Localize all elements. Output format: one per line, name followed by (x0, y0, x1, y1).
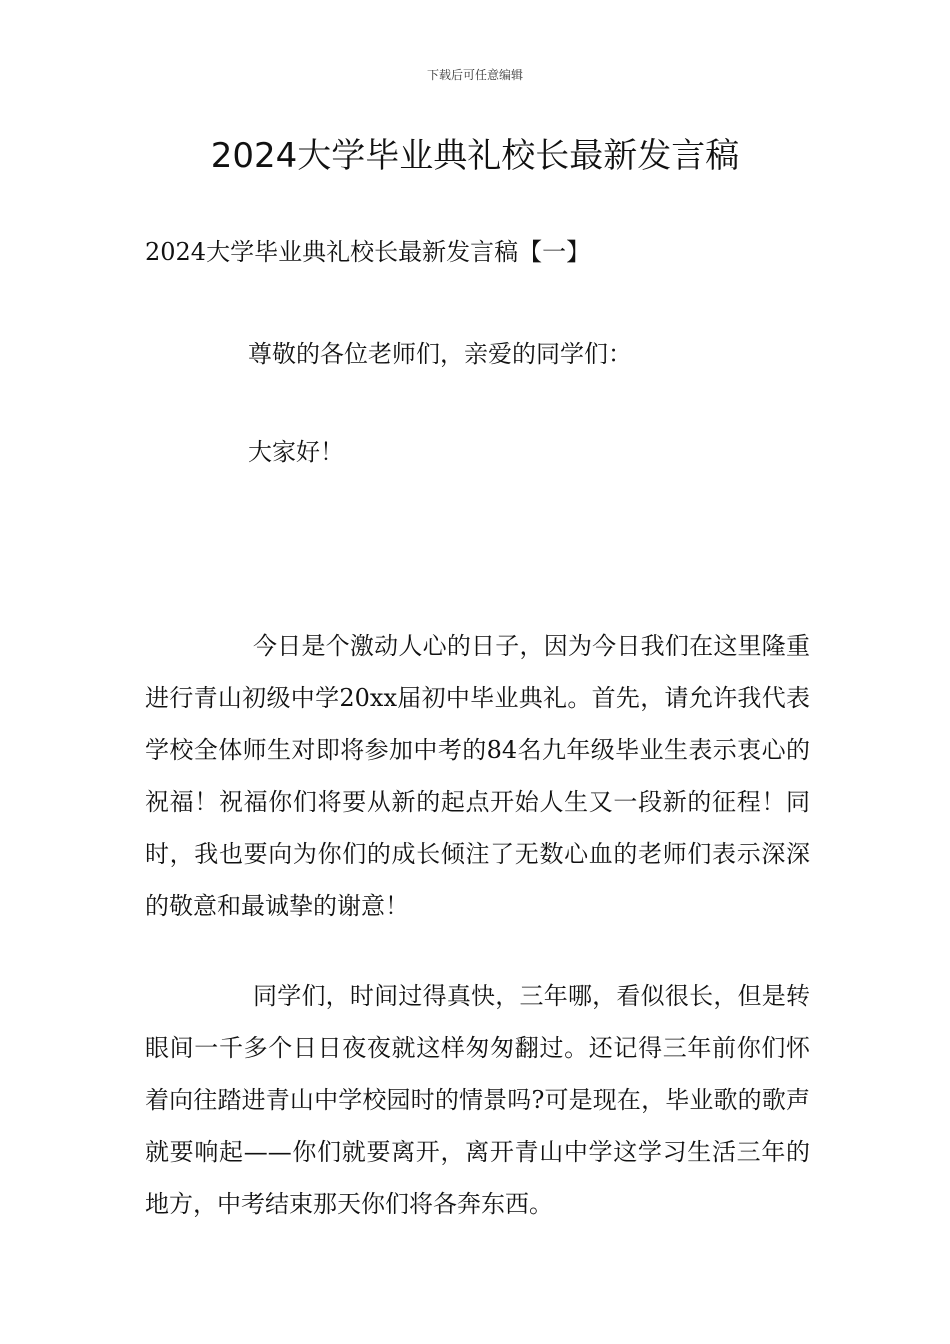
greeting: 大家好！ (248, 438, 344, 466)
body-paragraph: 同学们，时间过得真快，三年哪，看似很长，但是转眼间一千多个日日夜夜就这样匆匆翻过。还记得三年前你们怀着向往踏进青山中学校园时的情景吗?可是现在，毕业歌的歌声就要响起——你们就要离开，离开青山中学这学习生活三年的地方，中考结束那天你们将各奔东西。 (145, 982, 810, 1218)
salutation: 尊敬的各位老师们，亲爱的同学们： (248, 340, 632, 368)
header-note: 下载后可任意编辑 (426, 68, 523, 82)
document-title: 2024大学毕业典礼校长最新发言稿 (210, 136, 740, 176)
body-paragraph: 今日是个激动人心的日子，因为今日我们在这里隆重进行青山初级中学20xx届初中毕业典礼。首先，请允许我代表学校全体师生对即将参加中考的84名九年级毕业生表示衷心的祝福！祝福你们将要从新的起点开始人生又一段新的征程！同时，我也要向为你们的成长倾注了无数心血的老师们表示深深的敬意和最诚挚的谢意！ (145, 632, 810, 920)
section-heading: 2024大学毕业典礼校长最新发言稿【一】 (145, 238, 591, 266)
